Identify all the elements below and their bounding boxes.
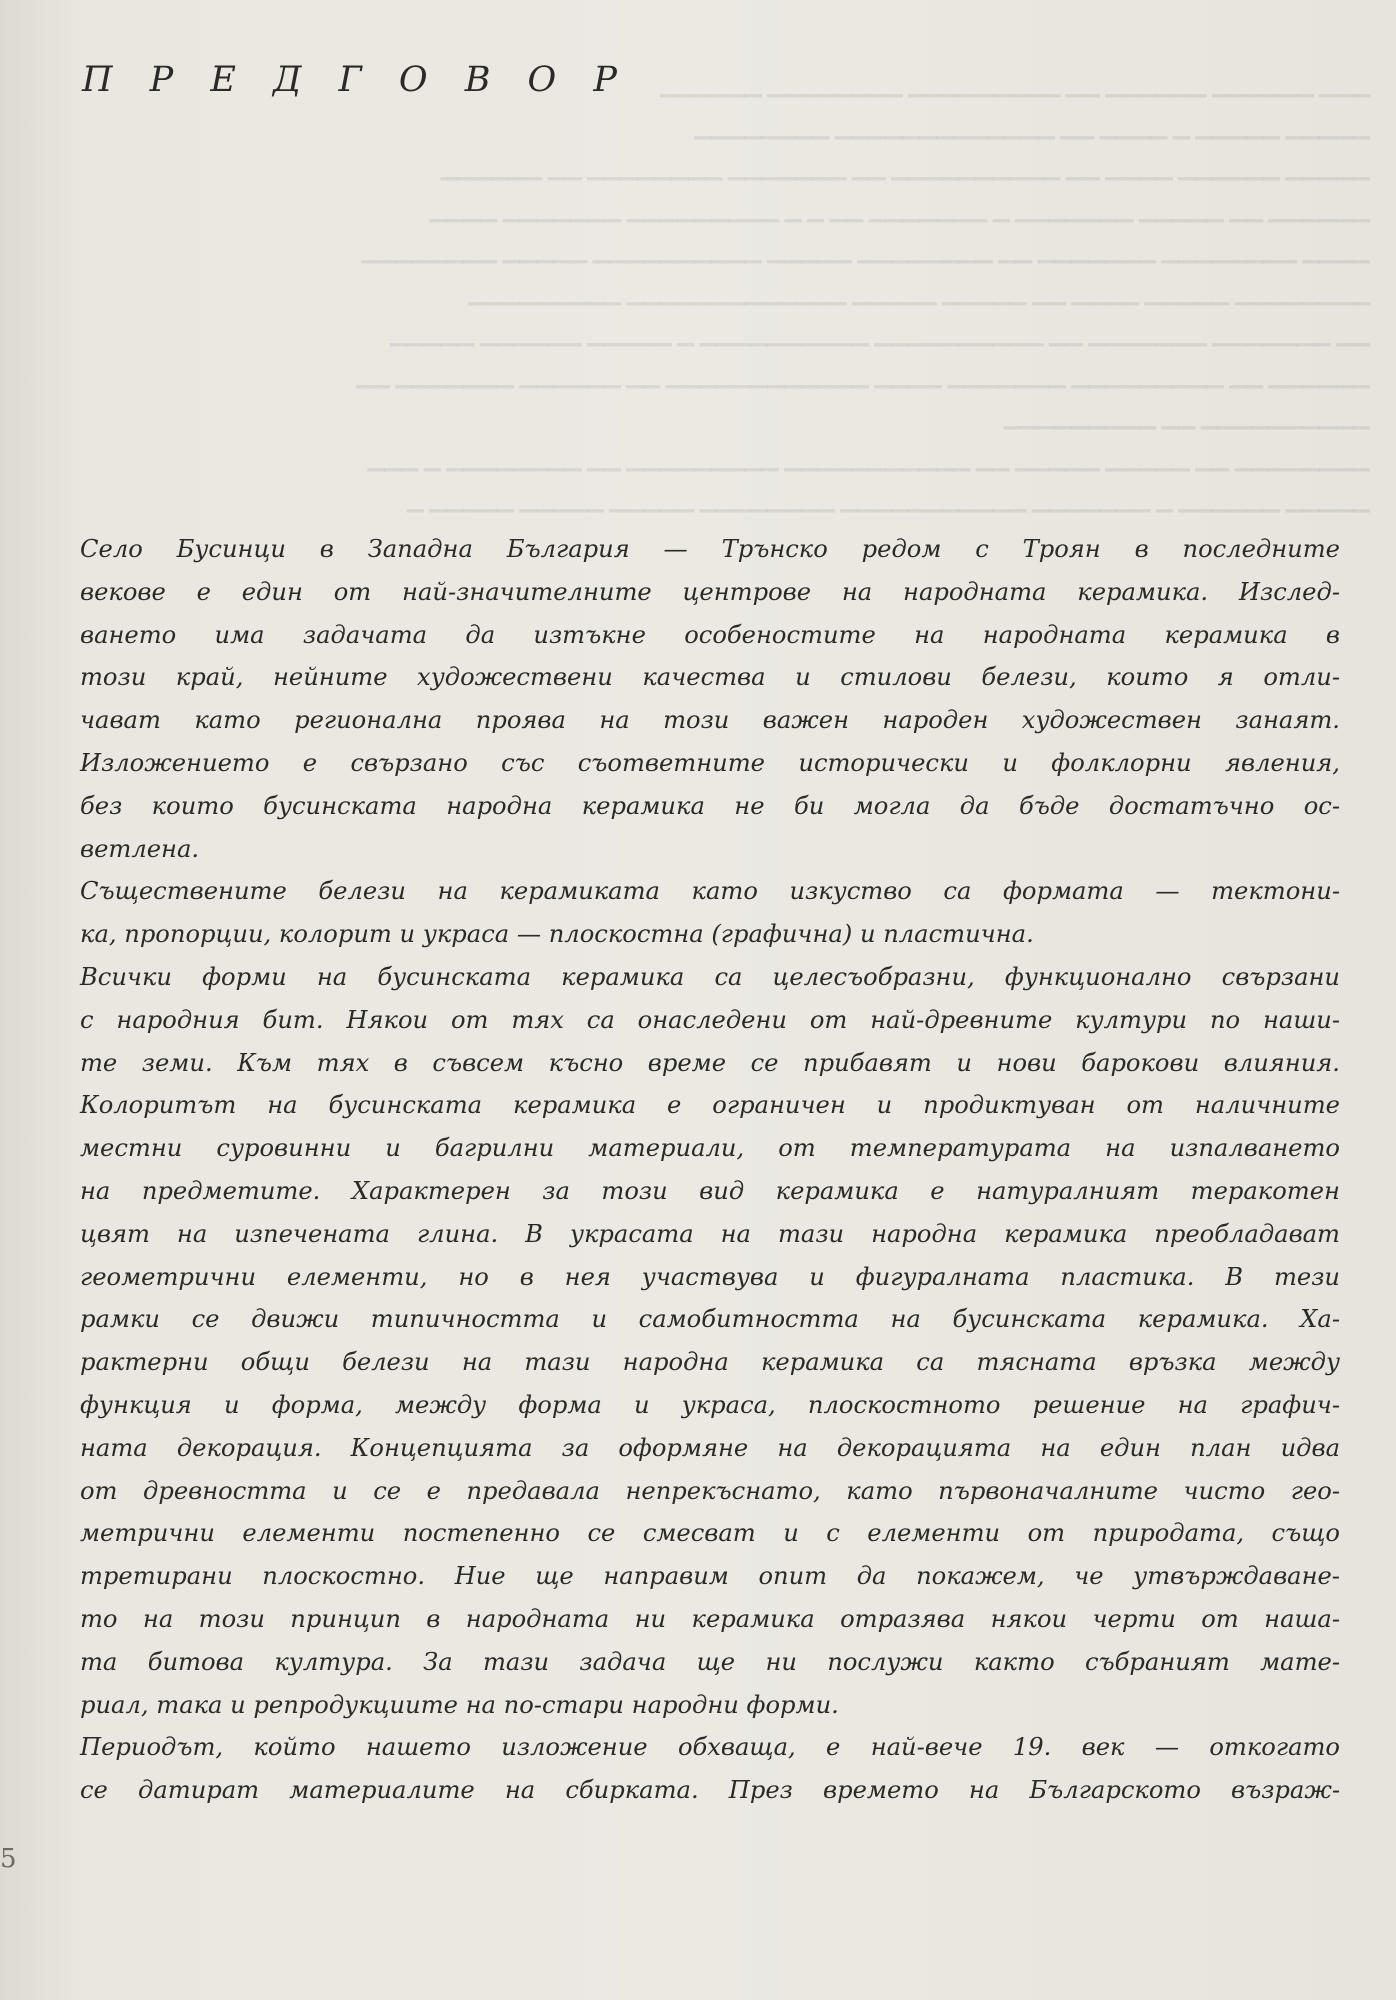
text-line: с народния бит. Някои от тях са онаследени от най-древните култури по наши- [80, 1005, 1340, 1034]
text-line: Периодът, който нашето изложение обхваща, е най-вече 19. век — откогато [80, 1733, 1340, 1762]
text-line: Село Бусинци в Западна България — Трънско редом с Троян в последните [80, 535, 1340, 563]
page-title: П Р Е Д Г О В О Р [82, 60, 630, 100]
text-line: ветлена. [80, 834, 200, 863]
text-line: се датират материалите на сбирката. През времето на Българското възраж- [80, 1776, 1340, 1805]
text-line: функция и форма, между форма и украса, плоскостното решение на графич- [80, 1390, 1340, 1419]
text-line: местни суровинни и багрилни материали, от температурата на изпалването [80, 1134, 1340, 1163]
bleed-through-texture: ▁▁▁ ▁▁▁▁▁▁ ▁▁▁▁▁▁ ▁▁ ▁▁▁▁▁▁▁▁▁ ▁▁▁▁▁▁▁▁ ▁▁▁▁▁▁ ▁▁▁▁▁ ▁▁▁▁▁ ▁ ▁▁▁▁ ▁▁ ▁▁▁▁▁▁▁▁▁▁▁▁▁ ▁▁▁▁▁▁▁▁ ▁▁▁▁▁ ▁▁▁▁▁▁ ▁▁▁▁ ▁▁ ▁▁▁▁▁▁▁▁▁▁ ▁▁ ▁▁▁▁▁▁▁ ▁▁▁▁▁▁▁▁ ▁▁ ▁▁▁▁▁▁ ▁▁▁▁▁▁ ▁▁ ▁▁▁▁▁ ▁▁▁▁▁▁▁ ▁ ▁▁▁▁▁▁▁ ▁▁ ▁ ▁ ▁▁▁▁▁▁▁▁▁ ▁▁▁▁▁▁▁ ▁▁▁▁ ▁▁▁▁ ▁▁▁▁▁▁▁▁ ▁▁▁▁▁▁▁ ▁▁ ▁▁▁▁▁▁▁▁ ▁▁▁▁▁ ▁▁▁▁▁▁▁▁▁▁ ▁▁▁▁▁ ▁▁▁▁▁▁▁▁ ▁▁▁▁▁▁▁▁ ▁▁▁▁▁ ▁▁▁▁ ▁▁ ▁▁▁▁▁ ▁▁▁▁▁ ▁▁▁▁▁▁▁▁▁▁▁▁▁ ▁▁▁▁▁▁▁▁▁ ▁▁ ▁▁▁▁▁▁▁ ▁▁▁▁▁▁▁ ▁▁ ▁▁▁▁▁▁▁▁▁▁ ▁▁▁▁▁▁▁▁▁▁ ▁ ▁▁▁▁▁ ▁▁▁▁▁▁ ▁▁▁▁▁ ▁▁▁▁▁▁ ▁▁ ▁▁▁▁▁▁▁▁▁ ▁▁▁▁▁▁▁ ▁▁▁▁ ▁▁▁▁▁▁▁▁▁▁▁▁ ▁▁ ▁▁▁▁▁▁ ▁▁▁▁▁▁▁ ▁▁ ▁▁▁▁▁▁▁▁▁▁ ▁▁ ▁▁▁▁▁▁▁▁▁ ▁▁▁▁▁▁▁▁ ▁▁ ▁▁▁▁▁ ▁▁▁▁▁ ▁▁ ▁▁▁▁▁▁▁▁▁▁▁ ▁▁▁▁▁▁▁▁▁ ▁▁ ▁▁▁▁▁▁▁▁ ▁ ▁▁▁ ▁▁▁▁▁ ▁▁▁▁▁▁ ▁ ▁▁▁▁▁▁▁ ▁▁▁▁▁▁▁▁▁▁▁ ▁▁▁▁▁▁▁▁ ▁▁▁▁▁ ▁▁▁▁▁ ▁▁▁▁▁ ▁ [356, 72, 1370, 512]
text-line: Всички форми на бусинската керамика са целесъобразни, функционално свързани [80, 962, 1340, 991]
text-line: ка, пропорции, колорит и украса — плоскостна (графична) и пластична. [80, 920, 1034, 949]
text-line: Съществените белези на керамиката като изкуство са формата — тектони- [80, 877, 1340, 906]
text-line: от древността и се е предавала непрекъснато, като първоначалните чисто гео- [80, 1476, 1340, 1505]
text-line: чават като регионална проява на този важен народен художествен занаят. [80, 706, 1340, 735]
text-line: те земи. Към тях в съвсем късно време се прибавят и нови барокови влияния. [80, 1048, 1340, 1077]
text-line: без които бусинската народна керамика не би могла да бъде достатъчно ос- [80, 791, 1340, 820]
text-line: ването има задачата да изтъкне особеностите на народната керамика в [80, 620, 1340, 649]
text-line: рамки се движи типичността и самобитността на бусинската керамика. Ха- [80, 1305, 1340, 1334]
text-line: метрични елементи постепенно се смесват и с елементи от природата, също [80, 1519, 1340, 1548]
text-line: векове е един от най-значителните центрове на народната керамика. Изслед- [80, 577, 1340, 606]
paragraph-3 [80, 956, 1340, 1726]
text-line: цвят на изпечената глина. В украсата на тази народна керамика преобладават [80, 1219, 1340, 1248]
text-line: Колоритът на бусинската керамика е ограничен и продиктуван от наличните [80, 1091, 1340, 1120]
page-number: 5 [0, 1844, 17, 1874]
text-line: Изложението е свързано със съответните исторически и фолклорни явления, [80, 748, 1340, 777]
paragraph-1 [80, 528, 1340, 870]
text-line: ната декорация. Концепцията за оформяне на декорацията на един план идва [80, 1433, 1340, 1462]
paragraph-4 [80, 1726, 1340, 1812]
text-line: на предметите. Характерен за този вид керамика е натуралният теракотен [80, 1176, 1340, 1205]
paragraph-2 [80, 870, 1340, 956]
text-line: рактерни общи белези на тази народна керамика са тясната връзка между [80, 1348, 1340, 1377]
text-line: то на този принцип в народната ни керамика отразява някои черти от наша- [80, 1604, 1340, 1633]
text-line: този край, нейните художествени качества и стилови белези, които я отли- [80, 663, 1340, 692]
text-line: риал, така и репродукциите на по-стари народни форми. [80, 1690, 839, 1719]
text-line: третирани плоскостно. Ние ще направим опит да покажем, че утвърждаване- [80, 1562, 1340, 1591]
preface-text [80, 528, 1340, 1812]
text-line: та битова култура. За тази задача ще ни послужи както събраният мате- [80, 1647, 1340, 1676]
text-line: геометрични елементи, но в нея участвува и фигуралната пластика. В тези [80, 1262, 1340, 1291]
